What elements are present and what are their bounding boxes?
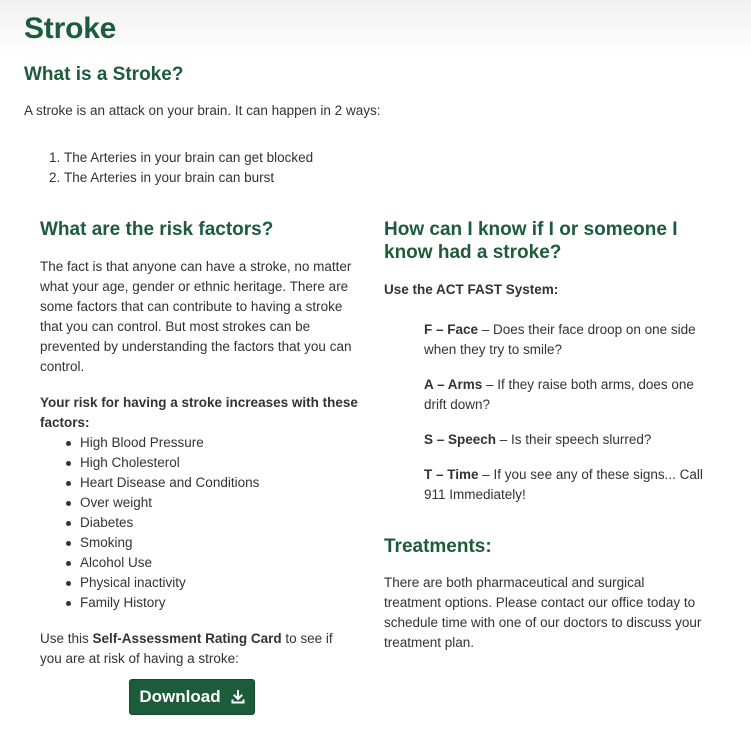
- know-stroke-heading: How can I know if I or someone I know had a stroke?: [384, 219, 678, 263]
- list-item: 2. The Arteries in your brain can burst: [64, 168, 313, 188]
- list-item: Smoking: [64, 533, 360, 553]
- download-label: Download: [139, 687, 221, 706]
- risk-paragraph: The fact is that anyone can have a stroke, no matter what your age, gender or ethnic heritage. There are some factors that can contribute to having a stroke that you can control. But most strokes can be prevented by understanding the factors that you can control.: [40, 259, 352, 374]
- treatments-paragraph: There are both pharmaceutical and surgical treatment options. Please contact our office today to schedule time with one of our doctors to discuss your treatment plan.: [384, 575, 702, 650]
- risk-factors-heading: What are the risk factors?: [40, 219, 274, 240]
- intro-text: A stroke is an attack on your brain. It can happen in 2 ways:: [24, 103, 381, 118]
- page-title: Stroke: [24, 12, 117, 45]
- card-prefix: Use this: [40, 631, 93, 646]
- fast-item-speech: S – Speech – Is their speech slurred?: [424, 432, 652, 447]
- act-fast-label: Use the ACT FAST System:: [384, 282, 559, 297]
- list-item: High Blood Pressure: [64, 433, 360, 453]
- list-item: Heart Disease and Conditions: [64, 473, 360, 493]
- list-item: Over weight: [64, 493, 360, 513]
- list-item: 1. The Arteries in your brain can get blocked: [64, 148, 313, 168]
- fast-item-time: T – Time – If you see any of these signs... Call 911 Immediately!: [424, 467, 703, 502]
- self-assessment-card-link[interactable]: Self-Assessment Rating Card: [92, 631, 282, 646]
- list-item: Alcohol Use: [64, 553, 360, 573]
- treatments-heading: Treatments:: [384, 536, 492, 557]
- download-button[interactable]: [129, 679, 255, 715]
- fast-item-face: F – Face – Does their face droop on one side when they try to smile?: [424, 322, 696, 357]
- fast-item-arms: A – Arms – If they raise both arms, does one drift down?: [424, 377, 694, 412]
- self-assessment-text: [40, 629, 350, 669]
- risk-factors-section: [40, 218, 360, 669]
- act-fast-section: [384, 218, 714, 653]
- what-is-stroke-heading: What is a Stroke?: [24, 64, 184, 85]
- list-item: Diabetes: [64, 513, 360, 533]
- list-item: Physical inactivity: [64, 573, 360, 593]
- list-item: High Cholesterol: [64, 453, 360, 473]
- stroke-ways-list: [64, 148, 313, 188]
- card-suffix: to see if you are at risk of having a stroke:: [40, 631, 333, 666]
- download-icon: [231, 690, 245, 704]
- factors-heading: Your risk for having a stroke increases with these factors:: [40, 395, 358, 430]
- risk-factors-list: [64, 433, 360, 613]
- list-item: Family History: [64, 593, 360, 613]
